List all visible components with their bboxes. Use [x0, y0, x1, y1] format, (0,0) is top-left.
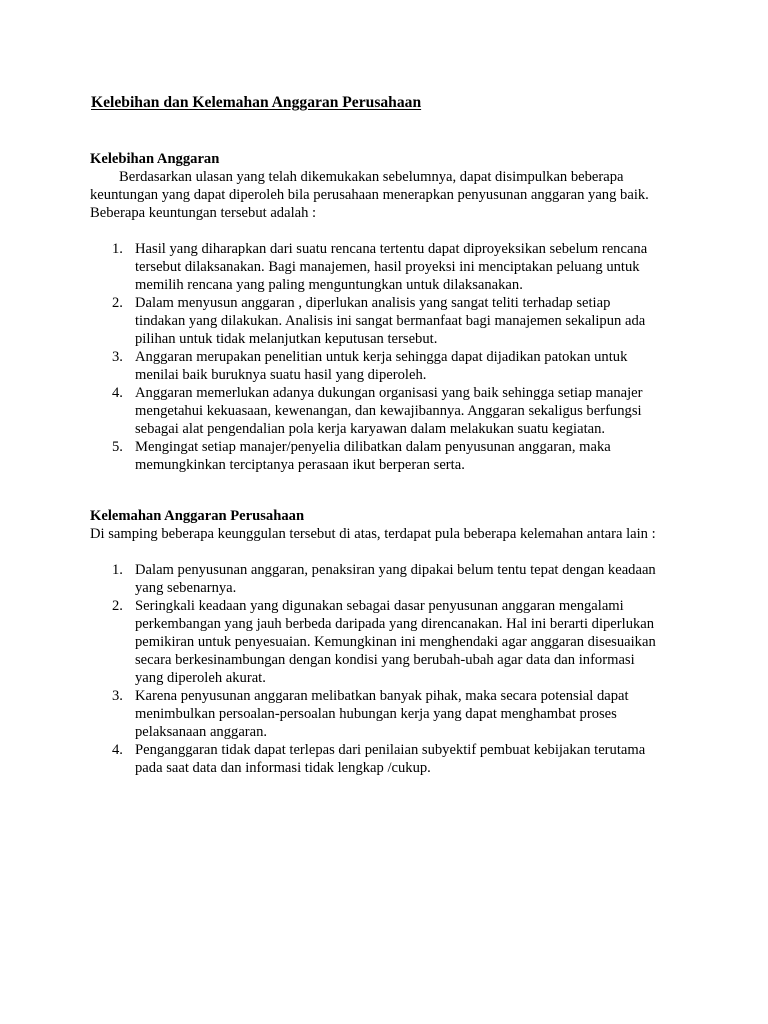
- list-line: Karena penyusunan anggaran melibatkan banyak pihak, maka secara potensial dapat: [135, 688, 629, 704]
- list-line: tersebut dilaksanakan. Bagi manajemen, hasil proyeksi ini menciptakan peluang untuk: [135, 259, 640, 275]
- paragraph-line: Di samping beberapa keunggulan tersebut di atas, terdapat pula beberapa kelemahan antara lain :: [90, 526, 656, 542]
- list-line: pada saat data dan informasi tidak lengkap /cukup.: [135, 760, 431, 776]
- list-item: [90, 294, 690, 348]
- list-line: mengetahui kekuasaan, kewenangan, dan kewajibannya. Anggaran sekaligus berfungsi: [135, 403, 642, 419]
- list-line: Penganggaran tidak dapat terlepas dari penilaian subyektif pembuat kebijakan terutama: [135, 742, 646, 758]
- weaknesses-list: [90, 561, 690, 777]
- section-heading: Kelemahan Anggaran Perusahaan: [90, 508, 305, 524]
- list-line: memungkinkan terciptanya perasaan ikut berperan serta.: [135, 457, 465, 473]
- list-line: Dalam menyusun anggaran , diperlukan analisis yang sangat teliti terhadap setiap: [135, 295, 611, 311]
- advantages-list: [90, 240, 690, 474]
- list-line: menilai baik buruknya suatu hasil yang diperoleh.: [135, 367, 427, 383]
- list-line: menimbulkan persoalan-persoalan hubungan kerja yang dapat menghambat proses: [135, 706, 617, 722]
- list-line: Anggaran merupakan penelitian untuk kerja sehingga dapat dijadikan patokan untuk: [135, 349, 628, 365]
- list-line: perkembangan yang jauh berbeda daripada yang direncanakan. Hal ini berarti diperlukan: [135, 616, 655, 632]
- paragraph-line: Berdasarkan ulasan yang telah dikemukakan sebelumnya, dapat disimpulkan beberapa: [119, 169, 624, 185]
- list-line: Seringkali keadaan yang digunakan sebagai dasar penyusunan anggaran mengalami: [135, 598, 624, 614]
- list-item: [90, 384, 690, 438]
- list-line: yang diperoleh akurat.: [135, 670, 266, 686]
- section-kelebihan: [90, 150, 690, 474]
- list-line: Mengingat setiap manajer/penyelia dilibatkan dalam penyusunan anggaran, maka: [135, 439, 611, 455]
- list-item: [90, 597, 690, 687]
- paragraph-line: Beberapa keuntungan tersebut adalah :: [90, 205, 317, 221]
- list-number: 5.: [112, 439, 123, 455]
- list-item: [90, 348, 690, 384]
- section-kelemahan: [90, 507, 690, 777]
- section-heading: Kelebihan Anggaran: [90, 151, 220, 167]
- list-item: [90, 561, 690, 597]
- list-number: 4.: [112, 385, 123, 401]
- list-line: sebagai alat pengendalian pola kerja karyawan dalam melakukan suatu kegiatan.: [135, 421, 606, 437]
- list-number: 3.: [112, 688, 123, 704]
- list-line: tindakan yang dilakukan. Analisis ini sangat bermanfaat bagi manajemen sekalipun ada: [135, 313, 646, 329]
- list-line: memilih rencana yang paling menguntungkan untuk dilaksanakan.: [135, 277, 523, 293]
- list-number: 1.: [112, 562, 123, 578]
- intro-paragraph: [90, 168, 690, 222]
- list-line: secara berkesinambungan dengan kondisi yang berubah-ubah agar data dan informasi: [135, 652, 635, 668]
- list-number: 3.: [112, 349, 123, 365]
- list-line: Hasil yang diharapkan dari suatu rencana tertentu dapat diproyeksikan sebelum rencana: [135, 241, 648, 257]
- list-item: [90, 240, 690, 294]
- list-item: [90, 741, 690, 777]
- list-line: yang sebenarnya.: [135, 580, 237, 596]
- list-line: pelaksanaan anggaran.: [135, 724, 268, 740]
- list-number: 4.: [112, 742, 123, 758]
- document-title: Kelebihan dan Kelemahan Anggaran Perusahaan: [91, 94, 422, 111]
- list-item: [90, 687, 690, 741]
- list-line: Dalam penyusunan anggaran, penaksiran yang dipakai belum tentu tepat dengan keadaan: [135, 562, 656, 578]
- intro-paragraph: [90, 525, 690, 543]
- list-number: 1.: [112, 241, 123, 257]
- list-line: pilihan untuk tidak melanjutkan keputusan tersebut.: [135, 331, 438, 347]
- paragraph-line: keuntungan yang dapat diperoleh bila perusahaan menerapkan penyusunan anggaran yang baik.: [90, 187, 649, 203]
- list-item: [90, 438, 690, 474]
- list-line: pemikiran untuk penyesuaian. Kemungkinan ini menghendaki agar anggaran disesuaikan: [135, 634, 656, 650]
- list-number: 2.: [112, 598, 123, 614]
- list-number: 2.: [112, 295, 123, 311]
- list-line: Anggaran memerlukan adanya dukungan organisasi yang baik sehingga setiap manajer: [135, 385, 643, 401]
